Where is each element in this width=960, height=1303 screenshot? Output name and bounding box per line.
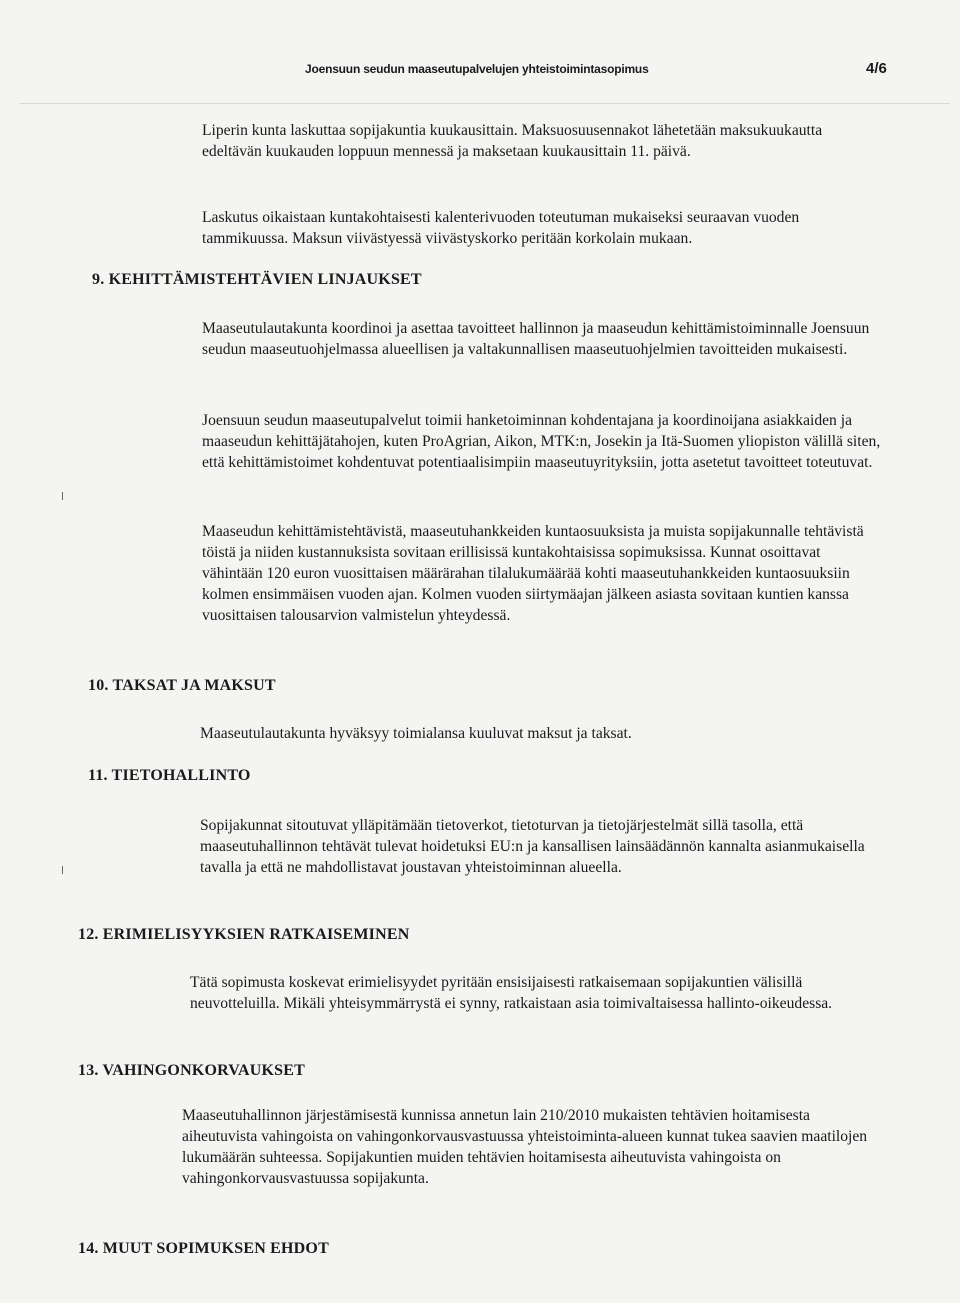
document-title: Joensuun seudun maaseutupalvelujen yhteistoimintasopimus [305, 62, 649, 76]
paragraph-development-3: Maaseudun kehittämistehtävistä, maaseutuhankkeiden kuntaosuuksista ja muista sopijakunnalle tehtävistä töistä ja niiden kustannuksista sovitaan erillisissä kuntakohtaisissa sopimuksissa. Kunnat osoittavat vähintään 120 euron vuosittaisen määrärahan tilalukumäärää kohti maaseutuhankkeiden kuntaosuuksiin kolmen ensimmäisen vuoden ajan. Kolmen vuoden siirtymäajan jälkeen asiasta sovitaan kuntien kanssa vuosittaisen talousarvion valmistelun yhteydessä. [202, 523, 864, 624]
paragraph-invoicing: Liperin kunta laskuttaa sopijakuntia kuukausittain. Maksuosuusennakot lähetetään maksukuukautta edeltävän kuukauden loppuun mennessä ja maksetaan kuukausittain 11. päivä. [202, 122, 823, 160]
paragraph-damages: Maaseutuhallinnon järjestämisestä kunnissa annetun lain 210/2010 mukaisten tehtävien hoitamisesta aiheutuvista vahingoista on vahingonkorvausvastuussa yhteistoiminta-alueen kunnat tukea saavien maatilojen lukumäärän suhteessa. Sopijakuntien muiden tehtävien hoitamisesta aiheutuvista vahingoista on vahingonkorvausvastuussa sopijakunta. [182, 1107, 868, 1187]
heading-section-10: 10. TAKSAT JA MAKSUT [88, 677, 276, 694]
scan-mark [62, 492, 63, 500]
heading-section-11: 11. TIETOHALLINTO [88, 767, 251, 784]
header-rule [20, 103, 950, 104]
scan-mark [62, 866, 63, 874]
paragraph-it-management: Sopijakunnat sitoutuvat ylläpitämään tietoverkot, tietoturvan ja tietojärjestelmät sillä tasolla, että maaseutuhallinnon tehtävät tulevat hoidetuksi EU:n ja kansallisen lainsäädännön kannalta asianmukaisella tavalla ja että ne mahdollistavat joustavan yhteistoiminnan alueella. [200, 817, 865, 876]
paragraph-disputes: Tätä sopimusta koskevat erimielisyydet pyritään ensisijaisesti ratkaisemaan sopijakuntien välisillä neuvotteluilla. Mikäli yhteisymmärrystä ei synny, ratkaistaan asia toimivaltaisessa hallinto-oikeudessa. [190, 974, 833, 1012]
paragraph-invoice-correction: Laskutus oikaistaan kuntakohtaisesti kalenterivuoden toteutuman mukaiseksi seuraavan vuoden tammikuussa. Maksun viivästyessä viivästyskorko peritään korkolain mukaan. [202, 209, 800, 247]
heading-section-12: 12. ERIMIELISYYKSIEN RATKAISEMINEN [78, 926, 410, 943]
paragraph-development-1: Maaseutulautakunta koordinoi ja asettaa tavoitteet hallinnon ja maaseudun kehittämistoiminnalle Joensuun seudun maaseutuohjelmassa alueellisen ja valtakunnallisen maaseutuohjelmien tavoitteiden mukaisesti. [202, 320, 870, 358]
paragraph-development-2: Joensuun seudun maaseutupalvelut toimii hanketoiminnan kohdentajana ja koordinoijana asiakkaiden ja maaseudun kehittäjätahojen, kuten ProAgrian, Aikon, MTK:n, Josekin ja Itä-Suomen yliopiston välillä siten, että kehittämistoimet kohdentuvat potentiaalisimpiin maaseutuyrityksiin, jotta asetetut tavoitteet toteutuvat. [202, 412, 881, 471]
heading-section-13: 13. VAHINGONKORVAUKSET [78, 1062, 306, 1079]
heading-section-9: 9. KEHITTÄMISTEHTÄVIEN LINJAUKSET [92, 271, 422, 288]
paragraph-fees: Maaseutulautakunta hyväksyy toimialansa kuuluvat maksut ja taksat. [200, 725, 632, 742]
heading-section-14: 14. MUUT SOPIMUKSEN EHDOT [78, 1240, 329, 1257]
page-number: 4/6 [866, 60, 887, 77]
